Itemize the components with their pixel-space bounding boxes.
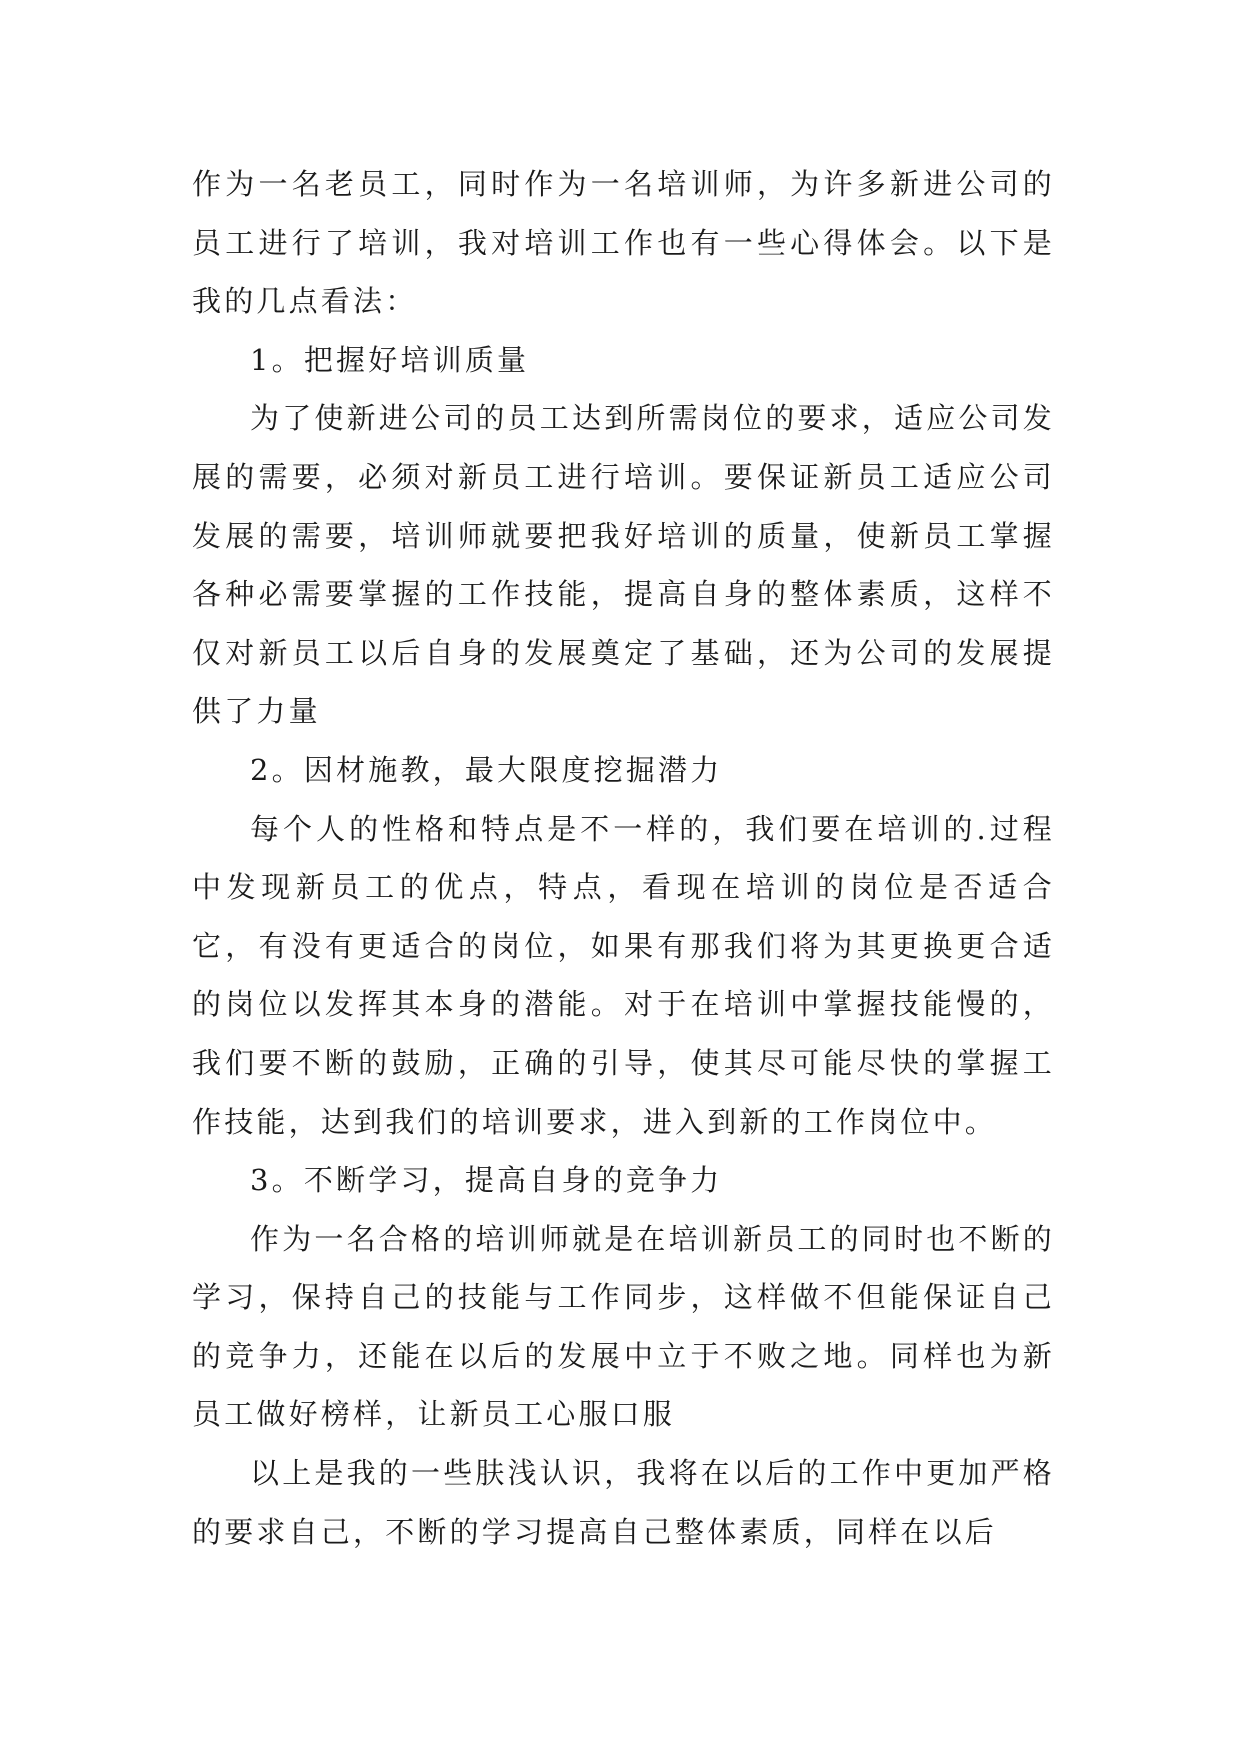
section-2-heading: 2。因材施教，最大限度挖掘潜力 bbox=[250, 752, 723, 787]
closing-paragraph: 以上是我的一些肤浅认识，我将在以后的工作中更加严格的要求自己，不断的学习提高自己整体素质，同样在以后 bbox=[192, 1456, 1056, 1549]
section-1-heading: 1。把握好培训质量 bbox=[250, 342, 530, 377]
section-3-heading: 3。不断学习，提高自身的竞争力 bbox=[250, 1163, 723, 1198]
section-1-paragraph: 为了使新进公司的员工达到所需岗位的要求，适应公司发展的需要，必须对新员工进行培训。要保证新员工适应公司发展的需要，培训师就要把我好培训的质量，使新员工掌握各种必需要掌握的工作技能，提高自身的整体素质，这样不仅对新员工以后自身的发展奠定了基础，还为公司的发展提供了力量 bbox=[192, 401, 1056, 729]
section-3-paragraph: 作为一名合格的培训师就是在培训新员工的同时也不断的学习，保持自己的技能与工作同步，这样做不但能保证自己的竞争力，还能在以后的发展中立于不败之地。同样也为新员工做好榜样，让新员工心服口服 bbox=[192, 1221, 1056, 1432]
section-2-paragraph: 每个人的性格和特点是不一样的，我们要在培训的.过程中发现新员工的优点，特点，看现在培训的岗位是否适合它，有没有更适合的岗位，如果有那我们将为其更换更合适的岗位以发挥其本身的潜能。对于在培训中掌握技能慢的，我们要不断的鼓励，正确的引导，使其尽可能尽快的掌握工作技能，达到我们的培训要求，进入到新的工作岗位中。 bbox=[192, 811, 1055, 1139]
intro-paragraph: 作为一名老员工，同时作为一名培训师，为许多新进公司的员工进行了培训，我对培训工作也有一些心得体会。以下是我的几点看法： bbox=[192, 167, 1055, 319]
document-page bbox=[192, 155, 1055, 1561]
